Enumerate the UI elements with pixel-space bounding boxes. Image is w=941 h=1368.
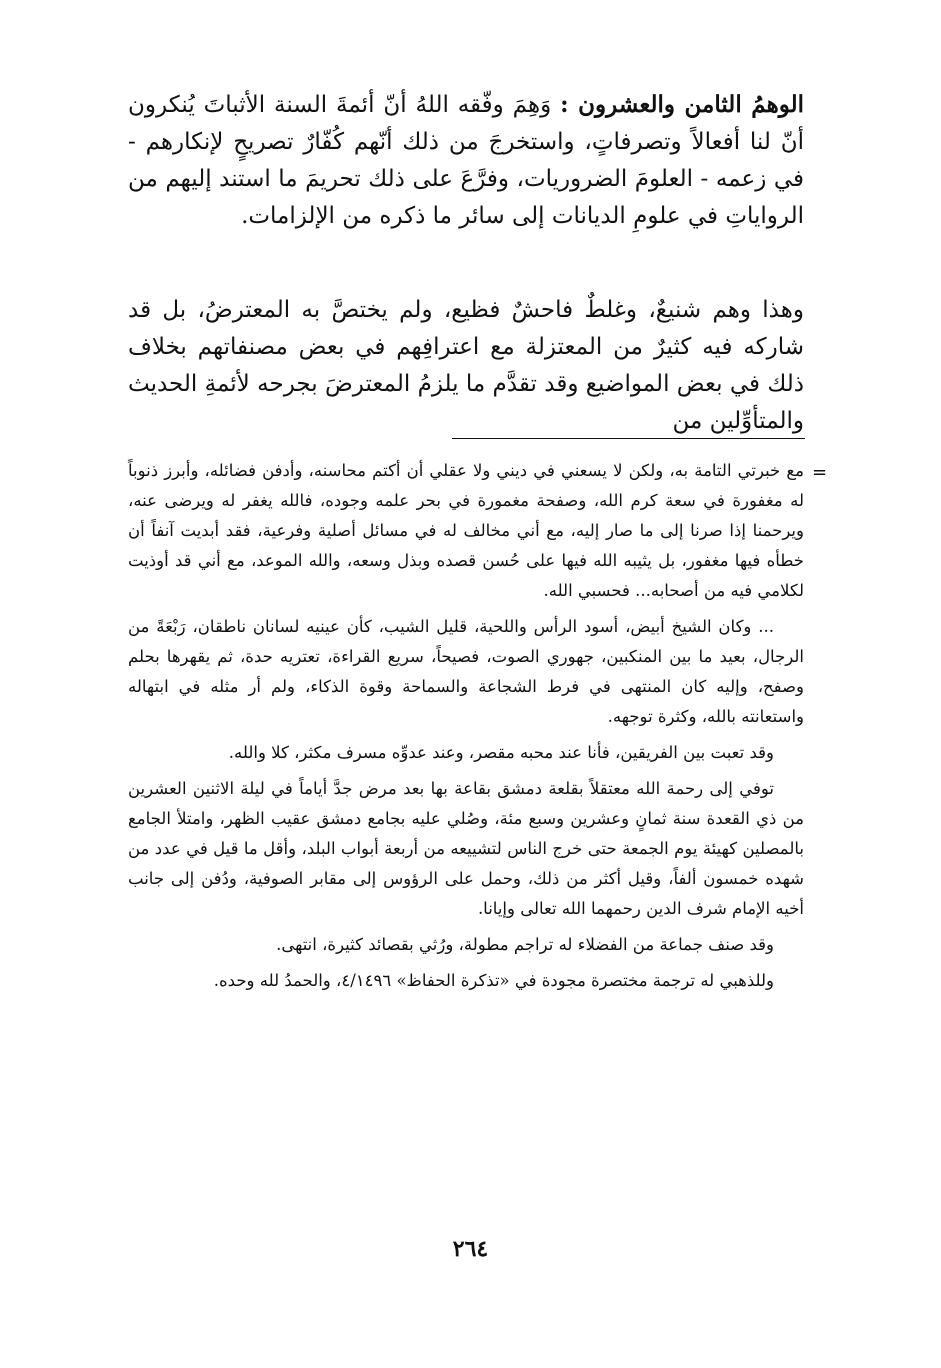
footnote-paragraph: ... وكان الشيخ أبيض، أسود الرأس واللحية، قليل الشيب، كأن عينيه لسانان ناطقان، رَبْعَةً من الرجال، بعيد ما بين المنكبين، جهوري الصوت، فصيحاً، سريع القراءة، تعتريه حدة، ثم يقهرها بحلم وصفح، وإليه كان المنتهى في فرط الشجاعة والسماحة وقوة الذكاء، ولم أر مثله في ابتهاله واستعانته بالله، وكثرة توجهه. (128, 617, 804, 726)
footnote-paragraph: وقد تعبت بين الفريقين، فأنا عند محبه مقصر، وعند عدوِّه مسرف مكثر، كلا والله. (228, 743, 774, 762)
footnote-paragraph: وقد صنف جماعة من الفضلاء له تراجم مطولة، ورُثي بقصائد كثيرة، انتهى. (276, 935, 774, 954)
footnote-paragraph: وللذهبي له ترجمة مختصرة مجودة في «تذكرة الحفاظ» ٤/١٤٩٦، والحمدُ لله وحده. (213, 971, 774, 990)
footnote-separator (452, 438, 805, 439)
main-paragraph-1 (128, 86, 804, 235)
section-heading: الوهمُ الثامن والعشرون : (560, 91, 804, 118)
footnotes-block (128, 456, 804, 1002)
footnote-paragraph: توفي إلى رحمة الله معتقلاً بقلعة دمشق بقاعة بها بعد مرض جدَّ أياماً في ليلة الاثنين العشرين من ذي القعدة سنة ثمانٍ وعشرين وسبع مئة، وصُلي عليه بجامع دمشق عقيب الظهر، وامتلأ الجامع بالمصلين كهيئة يوم الجمعة حتى خرج الناس لتشييعه من أربعة أبواب البلد، وأقل ما قيل في عدد من شهده خمسون ألفاً، وقيل أكثر من ذلك، وحمل على الرؤوس إلى مقابر الصوفية، ودُفن إلى جانب أخيه الإمام شرف الدين رحمهما الله تعالى وإيانا. (128, 779, 804, 918)
footnote-paragraph: مع خبرتي التامة به، ولكن لا يسعني في ديني ولا عقلي أن أكتم محاسنه، وأدفن فضائله، وأبرز ذنوباً له مغفورة في سعة كرم الله، وصفحة مغمورة في بحر علمه وجوده، فالله يغفر له ويرضى عنه، ويرحمنا إذا صرنا إلى ما صار إليه، مع أني مخالف له في مسائل أصلية وفرعية، فقد أبديت آنفاً أن خطأه فيها مغفور، بل يثيبه الله فيها على حُسن قصده وبذل وسعه، والله الموعد، مع أني قد أوذيت لكلامي فيه من أصحابه... فحسبي الله. (128, 461, 804, 600)
paragraph-body: وَهِمَ وفّقه اللهُ أنّ أئمةَ السنة الأثباتَ يُنكرون أنّ لنا أفعالاً وتصرفاتٍ، واستخرجَ من ذلك أنّهم كُفّارٌ تصريحٍ لإنكارهم - في زعمه - العلومَ الضروريات، وفرَّعَ على ذلك تحريمَ ما استند إليهم من الرواياتِ في علومِ الديانات إلى سائر ما ذكره من الإلزامات. (128, 92, 804, 229)
main-paragraph-2: وهذا وهم شنيعٌ، وغلطٌ فاحشٌ فظيع، ولم يختصَّ به المعترضُ، بل قد شاركه فيه كثيرٌ من المعتزلة مع اعترافِهم في بعض مصنفاتهم بخلاف ذلك في بعض المواضيع وقد تقدَّم ما يلزمُ المعترضَ بجرحه لأئمةِ الحديث والمتأوِّلين من (128, 297, 804, 434)
page-number: ٢٦٤ (452, 1236, 489, 1262)
footnote-continuation-mark: = (812, 462, 828, 483)
